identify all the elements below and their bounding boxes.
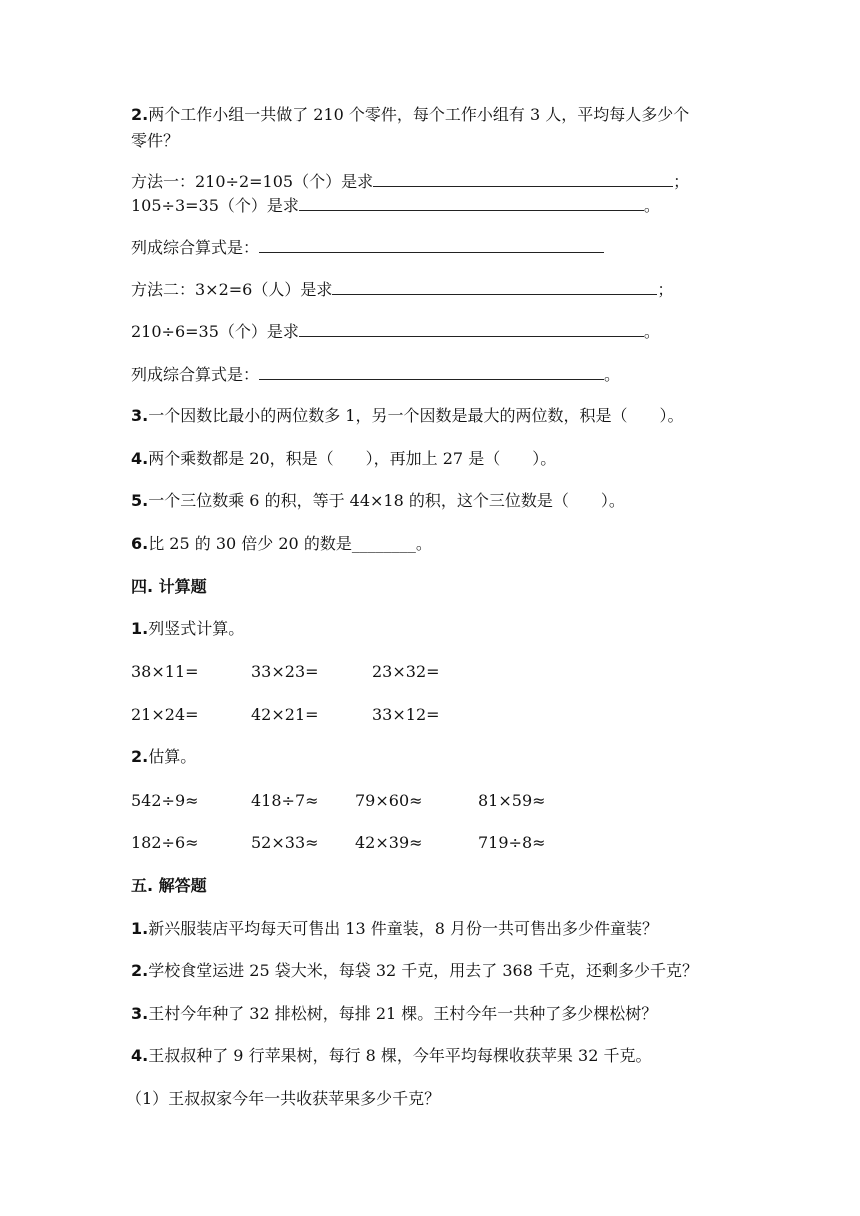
section4-question-2: [131, 746, 196, 768]
punctuation: 。: [643, 196, 660, 215]
estimate-item: 79×60≈: [355, 791, 423, 810]
q2-line1: [131, 104, 689, 126]
question-text: 一个因数比最小的两位数多 1，另一个因数是最大的两位数，积是（ ）。: [148, 406, 684, 425]
estimate-item: 719÷8≈: [478, 833, 546, 852]
section5-question-4: [131, 1045, 651, 1067]
question-text: 王村今年种了 32 排松树，每排 21 棵。王村今年一共种了多少棵松树？: [148, 1004, 658, 1023]
question-text: 学校食堂运进 25 袋大米，每袋 32 千克，用去了 368 千克，还剩多少千克？: [148, 961, 698, 980]
question-number: 4.: [131, 1046, 149, 1065]
method2-step2-text: 210÷6=35（个）是求: [131, 322, 299, 341]
estimate-item: 42×39≈: [355, 833, 423, 852]
section4-question-1: [131, 618, 244, 640]
vertical-calc-item: 23×32=: [372, 662, 440, 681]
vertical-calc-item: 38×11=: [131, 662, 199, 681]
section-4-title: 四. 计算题: [131, 577, 207, 596]
section5-question-1: [131, 918, 658, 940]
punctuation: 。: [643, 322, 660, 341]
section5-question-4-sub1: （1）王叔叔家今年一共收获苹果多少千克？: [126, 1089, 441, 1108]
answer-blank[interactable]: [259, 363, 604, 380]
combined-formula-label: 列成综合算式是：: [131, 365, 260, 384]
combined-formula-label: 列成综合算式是：: [131, 238, 260, 257]
vertical-calc-item: 33×12=: [372, 705, 440, 724]
question-text: 一个三位数乘 6 的积，等于 44×18 的积，这个三位数是（ ）。: [148, 491, 625, 510]
estimate-item: 52×33≈: [251, 833, 319, 852]
question-text-continued: 零件？: [131, 131, 180, 150]
answer-blank[interactable]: [332, 278, 657, 295]
vertical-calc-item: 21×24=: [131, 705, 199, 724]
question-number: 4.: [131, 449, 149, 468]
section5-question-2: [131, 960, 698, 982]
question-3: [131, 405, 684, 427]
estimate-item: 81×59≈: [478, 791, 546, 810]
estimate-item: 182÷6≈: [131, 833, 199, 852]
method1-step2-text: 105÷3=35（个）是求: [131, 196, 299, 215]
method2-step1: [131, 278, 673, 301]
method1-step1-text: 方法一：210÷2=105（个）是求: [131, 172, 374, 191]
method2-step1-text: 方法二：3×2=6（人）是求: [131, 280, 333, 299]
question-text: 新兴服装店平均每天可售出 13 件童装，8 月份一共可售出多少件童装？: [148, 919, 659, 938]
question-number: 3.: [131, 406, 149, 425]
punctuation: ；: [657, 280, 674, 299]
answer-blank[interactable]: [259, 236, 604, 253]
answer-blank[interactable]: [299, 194, 644, 211]
combined-formula-1: [131, 236, 604, 259]
vertical-calc-item: 33×23=: [251, 662, 319, 681]
question-4: [131, 448, 556, 470]
combined-formula-2: [131, 363, 620, 386]
question-number: 2.: [131, 105, 149, 124]
question-number: 5.: [131, 491, 149, 510]
estimate-item: 542÷9≈: [131, 791, 199, 810]
question-number: 1.: [131, 919, 149, 938]
method1-step2: [131, 194, 660, 217]
question-number: 3.: [131, 1004, 149, 1023]
question-number: 6.: [131, 534, 149, 553]
question-text: 列竖式计算。: [148, 619, 245, 638]
punctuation: 。: [604, 365, 621, 384]
question-text: 两个工作小组一共做了 210 个零件，每个工作小组有 3 人，平均每人多少个: [148, 105, 690, 124]
q2-line2: [131, 130, 179, 152]
punctuation: ；: [673, 172, 690, 191]
question-number: 1.: [131, 619, 149, 638]
question-text: 估算。: [148, 747, 197, 766]
answer-blank[interactable]: [373, 170, 673, 187]
question-6: [131, 533, 432, 555]
question-text: 王叔叔种了 9 行苹果树，每行 8 棵，今年平均每棵收获苹果 32 千克。: [148, 1046, 652, 1065]
method2-step2: [131, 320, 660, 343]
question-text: 比 25 的 30 倍少 20 的数是________。: [148, 534, 432, 553]
answer-blank[interactable]: [299, 320, 644, 337]
question-5: [131, 490, 625, 512]
question-text: 两个乘数都是 20，积是（ ），再加上 27 是（ ）。: [148, 449, 557, 468]
method1-step1: [131, 170, 689, 193]
question-number: 2.: [131, 961, 149, 980]
question-number: 2.: [131, 747, 149, 766]
vertical-calc-item: 42×21=: [251, 705, 319, 724]
section-5-title: 五. 解答题: [131, 876, 207, 895]
estimate-item: 418÷7≈: [251, 791, 319, 810]
section5-question-3: [131, 1003, 657, 1025]
